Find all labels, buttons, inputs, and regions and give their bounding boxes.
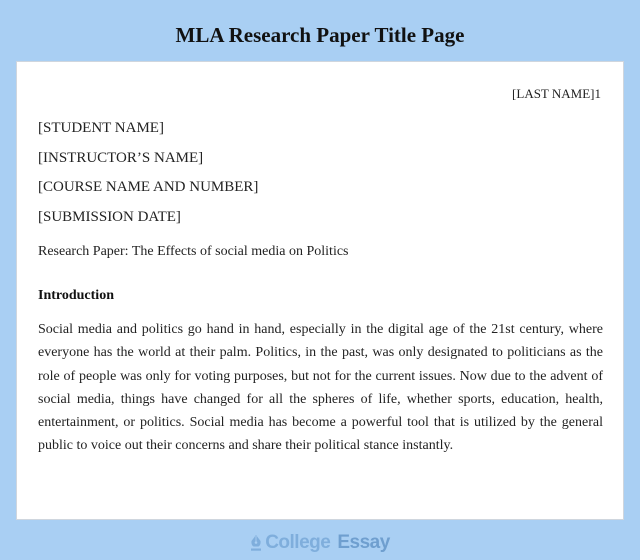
heading-block — [38, 114, 258, 232]
student-name: [STUDENT NAME] — [38, 120, 164, 136]
instructor-name: [INSTRUCTOR’S NAME] — [38, 149, 204, 166]
pen-nib-icon — [250, 534, 262, 552]
page-title: MLA Research Paper Title Page — [175, 23, 465, 47]
brand-college: College — [265, 532, 331, 553]
submission-date: [SUBMISSION DATE] — [38, 208, 181, 225]
intro-heading: Introduction — [38, 288, 114, 303]
course-name: [COURSE NAME AND NUMBER] — [38, 179, 259, 195]
brand-essay: Essay — [337, 532, 390, 553]
document-page — [16, 61, 624, 520]
running-header: [LAST NAME]1 — [512, 86, 601, 101]
paper-title: Research Paper: The Effects of social media on Politics — [38, 244, 349, 259]
intro-paragraph: Social media and politics go hand in hand, especially in the digital age of the 21st century, where everyone has the world at their palm. Politics, in the past, was only designated to politicians as the role of people was only for voting purposes, but not for the current issues. Now due to the advent of social media, things have changed for all the spheres of life, whether sports, education, health, entertainment, or politics. Social media has become a powerful tool that is utilized by the general public to voice out their concerns and share their political stance instantly. — [38, 322, 603, 454]
brand-logo — [0, 532, 640, 554]
